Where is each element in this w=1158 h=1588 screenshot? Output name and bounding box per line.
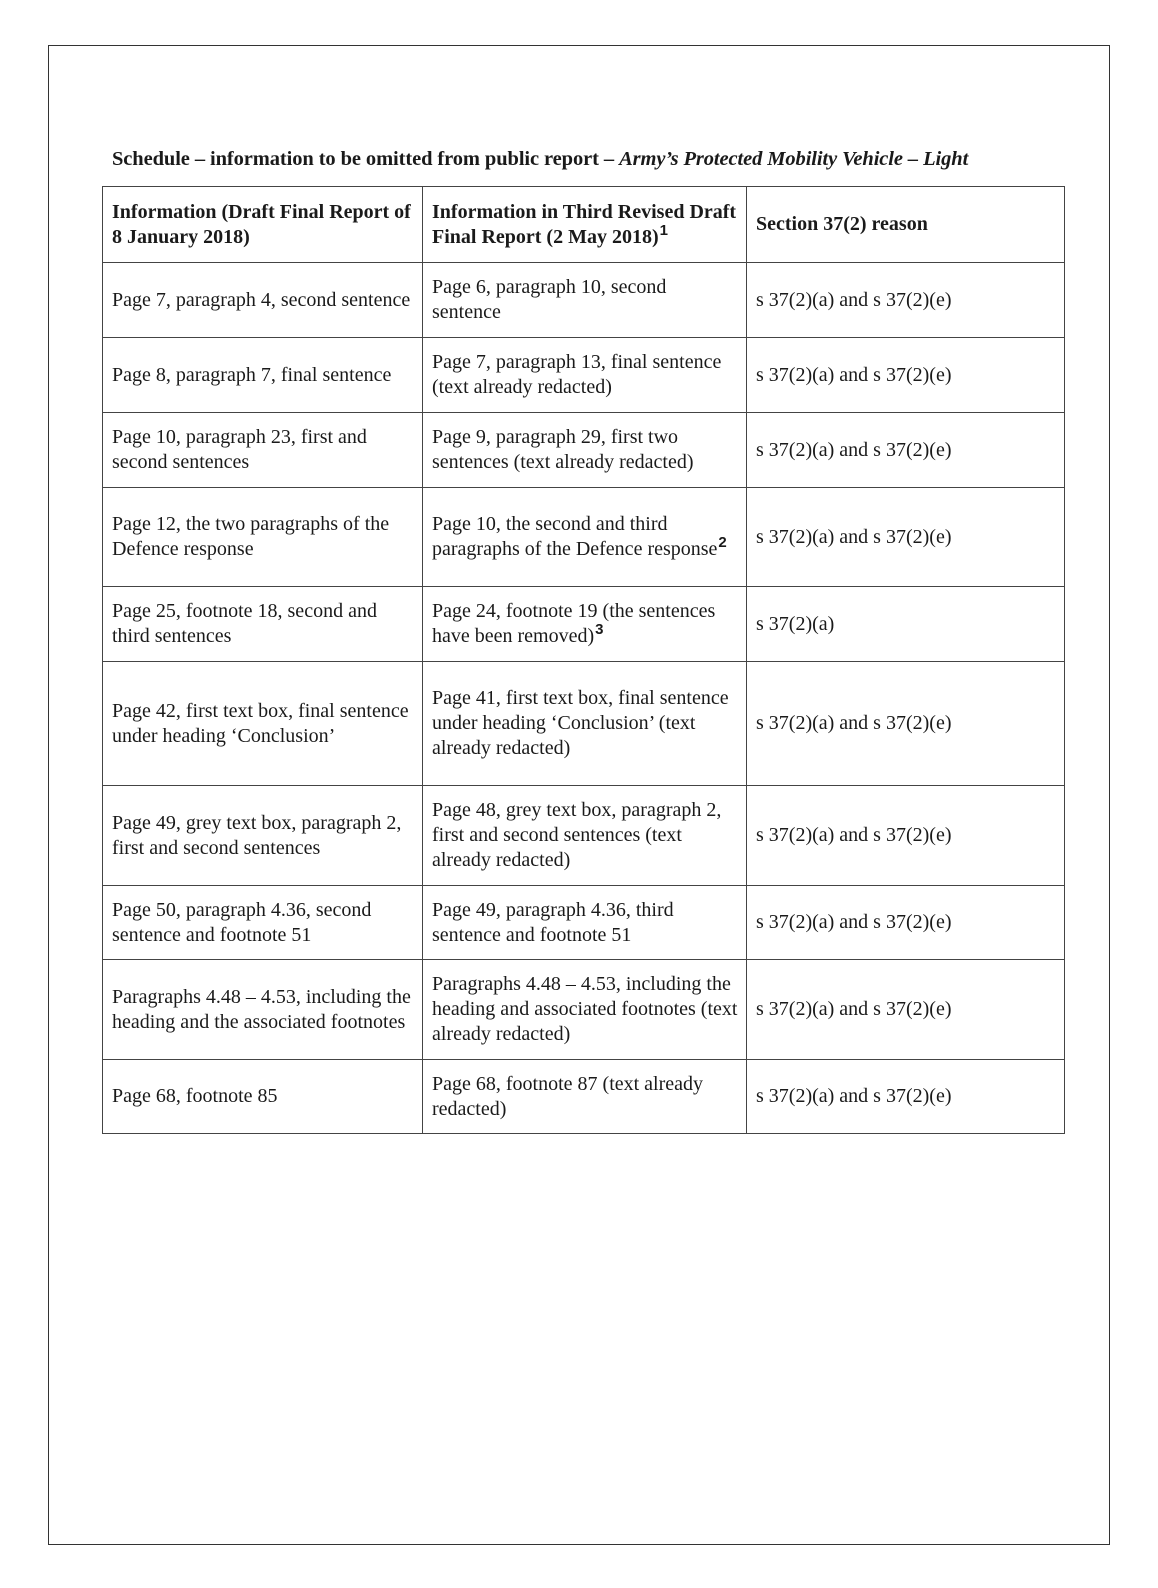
cell-reason: s 37(2)(a) and s 37(2)(e) bbox=[747, 488, 1065, 587]
cell-revised: Page 10, the second and third paragraphs of the Defence response$^2$ bbox=[423, 488, 747, 587]
cell-draft: Paragraphs 4.48 – 4.53, including the heading and the associated footnotes bbox=[103, 960, 423, 1060]
cell-revised: Page 68, footnote 87 (text already redacted) bbox=[423, 1060, 747, 1134]
table-row bbox=[103, 960, 1065, 1060]
cell-draft: Page 10, paragraph 23, first and second sentences bbox=[103, 413, 423, 488]
cell-reason: s 37(2)(a) and s 37(2)(e) bbox=[747, 338, 1065, 413]
cell-reason: s 37(2)(a) and s 37(2)(e) bbox=[747, 786, 1065, 886]
cell-draft: Page 8, paragraph 7, final sentence bbox=[103, 338, 423, 413]
table-row bbox=[103, 786, 1065, 886]
cell-revised: Page 41, first text box, final sentence under heading ‘Conclusion’ (text already redacted) bbox=[423, 662, 747, 786]
cell-reason: s 37(2)(a) and s 37(2)(e) bbox=[747, 1060, 1065, 1134]
table-row bbox=[103, 488, 1065, 587]
cell-draft: Page 68, footnote 85 bbox=[103, 1060, 423, 1134]
table-row bbox=[103, 338, 1065, 413]
cell-draft: Page 50, paragraph 4.36, second sentence and footnote 51 bbox=[103, 886, 423, 960]
cell-revised: Page 7, paragraph 13, final sentence (text already redacted) bbox=[423, 338, 747, 413]
table-row bbox=[103, 886, 1065, 960]
header-revised-report: Information in Third Revised Draft Final Report (2 May 2018)$^1$ bbox=[423, 187, 747, 263]
footnote-marker: 2 bbox=[718, 534, 727, 551]
title-prefix: Schedule – information to be omitted from public report – bbox=[112, 148, 620, 170]
title-report-name: Army’s Protected Mobility Vehicle – Light bbox=[619, 148, 969, 170]
table-header-row bbox=[103, 187, 1065, 263]
cell-revised: Page 6, paragraph 10, second sentence bbox=[423, 263, 747, 338]
cell-revised: Page 24, footnote 19 (the sentences have been removed)$^3$ bbox=[423, 587, 747, 662]
cell-revised: Page 9, paragraph 29, first two sentences (text already redacted) bbox=[423, 413, 747, 488]
table-row bbox=[103, 1060, 1065, 1134]
cell-draft: Page 25, footnote 18, second and third sentences bbox=[103, 587, 423, 662]
cell-draft: Page 7, paragraph 4, second sentence bbox=[103, 263, 423, 338]
cell-reason: s 37(2)(a) and s 37(2)(e) bbox=[747, 886, 1065, 960]
header-section-reason: Section 37(2) reason bbox=[747, 187, 1065, 263]
table-row bbox=[103, 413, 1065, 488]
cell-revised: Page 48, grey text box, paragraph 2, first and second sentences (text already redacted) bbox=[423, 786, 747, 886]
cell-revised: Page 49, paragraph 4.36, third sentence and footnote 51 bbox=[423, 886, 747, 960]
cell-reason: s 37(2)(a) and s 37(2)(e) bbox=[747, 960, 1065, 1060]
cell-draft: Page 12, the two paragraphs of the Defence response bbox=[103, 488, 423, 587]
cell-reason: s 37(2)(a) and s 37(2)(e) bbox=[747, 662, 1065, 786]
schedule-table bbox=[102, 186, 1065, 1134]
table-row bbox=[103, 662, 1065, 786]
cell-draft: Page 42, first text box, final sentence under heading ‘Conclusion’ bbox=[103, 662, 423, 786]
header-draft-report: Information (Draft Final Report of 8 January 2018) bbox=[103, 187, 423, 263]
document-title bbox=[112, 148, 1072, 171]
footnote-marker: 1 bbox=[659, 221, 668, 239]
cell-revised: Paragraphs 4.48 – 4.53, including the heading and associated footnotes (text already redacted) bbox=[423, 960, 747, 1060]
cell-reason: s 37(2)(a) and s 37(2)(e) bbox=[747, 413, 1065, 488]
cell-reason: s 37(2)(a) bbox=[747, 587, 1065, 662]
cell-reason: s 37(2)(a) and s 37(2)(e) bbox=[747, 263, 1065, 338]
cell-draft: Page 49, grey text box, paragraph 2, first and second sentences bbox=[103, 786, 423, 886]
table-row bbox=[103, 263, 1065, 338]
table-row bbox=[103, 587, 1065, 662]
footnote-marker: 3 bbox=[595, 621, 604, 638]
